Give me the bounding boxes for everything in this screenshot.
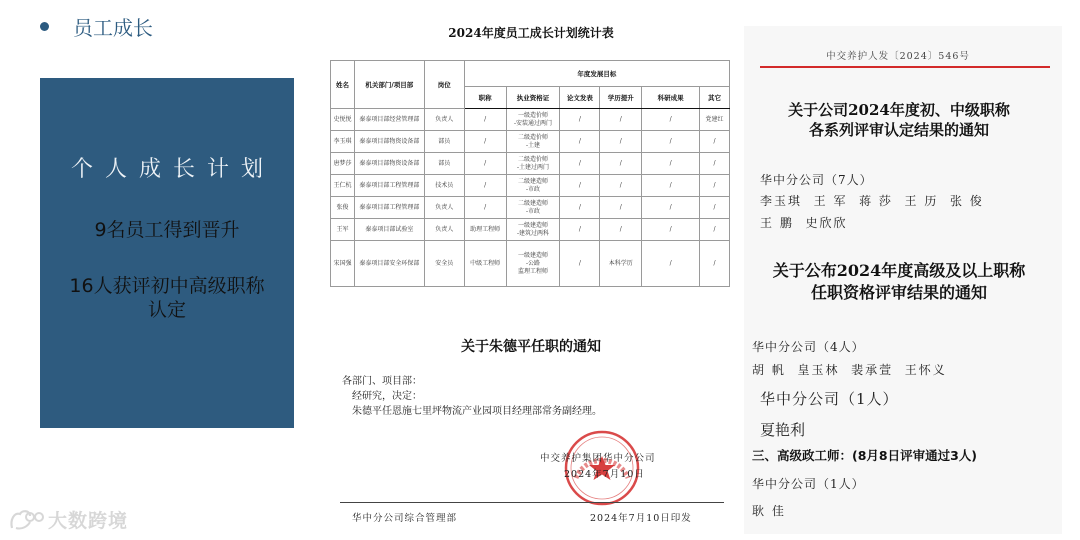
- promotion-summary: 9名员工得到晋升: [94, 219, 240, 241]
- table-cell-other: /: [700, 197, 730, 219]
- table-cell-dept: 秦泰项目部安全环保部: [354, 241, 424, 287]
- appointment-notice-title: 关于朱德平任职的通知: [461, 339, 601, 355]
- table-row: [331, 131, 730, 153]
- table-cell-other: /: [700, 219, 730, 241]
- branch-label: 华中分公司（1人）: [760, 390, 899, 408]
- name-list: 夏艳利: [760, 421, 806, 439]
- table-cell-cert: 一级造价师 -安装通过两门: [506, 109, 560, 131]
- table-cell-edu: /: [600, 131, 642, 153]
- table-cell-edu: /: [600, 219, 642, 241]
- table-cell-edu: 本科学历: [600, 241, 642, 287]
- cert-notice-title-2: 关于公布2024年度高级及以上职称 任职资格评审结果的通知: [772, 261, 1026, 302]
- header-sub: 学历提升: [600, 87, 642, 109]
- document-number: 中交养护人发〔2024〕546号: [826, 51, 970, 62]
- table-cell-name: 王军: [331, 219, 355, 241]
- table-row: [331, 175, 730, 197]
- growth-plan-panel: [40, 78, 294, 428]
- table-cell-cert: 一级建造师 -建筑过两科: [506, 219, 560, 241]
- table-cell-dept: 秦泰项目部物资设备部: [354, 153, 424, 175]
- table-cell-research: /: [642, 109, 700, 131]
- table-cell-research: /: [642, 175, 700, 197]
- table-cell-paper: /: [560, 153, 600, 175]
- section-heading-3: 三、高级政工师：(8月8日评审通过3人): [752, 448, 978, 463]
- header-sub: 科研成果: [642, 87, 700, 109]
- branch-label: 华中分公司（1人）: [752, 477, 865, 491]
- header-post: 岗位: [424, 61, 464, 109]
- table-cell-edu: /: [600, 109, 642, 131]
- table-cell-post: 负责人: [424, 219, 464, 241]
- table-cell-paper: /: [560, 131, 600, 153]
- table-cell-dept: 秦泰项目部物资设备部: [354, 131, 424, 153]
- header-sub: 职称: [464, 87, 506, 109]
- name-list: 耿 佳: [752, 504, 786, 518]
- table-cell-dept: 秦泰项目部工程管理部: [354, 175, 424, 197]
- name-list: 胡 帆 皇玉林 裴承萱 王怀义: [752, 363, 947, 377]
- table-cell-paper: /: [560, 175, 600, 197]
- table-cell-name: 唐梦莎: [331, 153, 355, 175]
- table-cell-cert: 二级建造师 -市政: [506, 175, 560, 197]
- table-cell-cert: 二级建造师 -市政: [506, 197, 560, 219]
- table-cell-other: 党建红: [700, 109, 730, 131]
- section-heading: [40, 12, 153, 41]
- table-cell-title: /: [464, 153, 506, 175]
- table-cell-title: /: [464, 131, 506, 153]
- divider: [340, 502, 724, 503]
- table-cell-name: 王仁杭: [331, 175, 355, 197]
- table-cell-dept: 秦泰项目部试验室: [354, 219, 424, 241]
- table-cell-research: /: [642, 241, 700, 287]
- table-cell-paper: /: [560, 219, 600, 241]
- table-cell-title: 中级工程师: [464, 241, 506, 287]
- table-row: [331, 197, 730, 219]
- growth-stats-table: [330, 60, 730, 287]
- stats-document: [326, 14, 736, 532]
- watermark-text: 大数跨境: [48, 510, 129, 532]
- appointment-notice-body: [342, 374, 732, 419]
- title-certification-summary: 16人获评初中高级职称认定: [69, 275, 265, 321]
- name-list: 李玉琪 王 军 蒋 莎 王 历 张 俊: [760, 194, 984, 208]
- table-cell-title: 助理工程师: [464, 219, 506, 241]
- table-cell-name: 张俊: [331, 197, 355, 219]
- table-cell-other: /: [700, 175, 730, 197]
- table-cell-name: 宋国强: [331, 241, 355, 287]
- bullet-icon: [40, 22, 49, 31]
- table-row: [331, 153, 730, 175]
- header-dept: 机关部门/项目部: [354, 61, 424, 109]
- header-sub: 其它: [700, 87, 730, 109]
- issue-date: 2024年7月10日印发: [590, 513, 692, 524]
- header-sub: 执业资格证: [506, 87, 560, 109]
- table-row: [331, 219, 730, 241]
- signing-date: 2024年7月10日: [564, 469, 645, 480]
- table-cell-name: 李玉琪: [331, 131, 355, 153]
- table-cell-post: 技术员: [424, 175, 464, 197]
- table-cell-post: 部员: [424, 153, 464, 175]
- table-cell-paper: /: [560, 241, 600, 287]
- table-cell-title: /: [464, 175, 506, 197]
- table-cell-research: /: [642, 219, 700, 241]
- branch-label: 华中分公司（4人）: [752, 340, 865, 354]
- red-divider: [760, 66, 1050, 68]
- table-cell-post: 安全员: [424, 241, 464, 287]
- watermark: [8, 506, 128, 533]
- table-cell-title: /: [464, 197, 506, 219]
- table-cell-other: /: [700, 241, 730, 287]
- header-name: 姓名: [331, 61, 355, 109]
- table-cell-edu: /: [600, 175, 642, 197]
- table-cell-post: 部员: [424, 131, 464, 153]
- table-cell-research: /: [642, 131, 700, 153]
- table-cell-dept: 秦泰项目部经营管理部: [354, 109, 424, 131]
- cert-notice-title-1: 关于公司2024年度初、中级职称 各系列评审认定结果的通知: [788, 101, 1010, 139]
- table-cell-cert: 二级造价师 -土建过两门: [506, 153, 560, 175]
- signing-organization: 中交养护集团华中分公司: [540, 453, 656, 464]
- table-row: [331, 109, 730, 131]
- header-sub: 论文发表: [560, 87, 600, 109]
- table-cell-paper: /: [560, 109, 600, 131]
- watermark-logo-icon: [8, 508, 44, 532]
- table-cell-research: /: [642, 153, 700, 175]
- name-list: 王 鹏 史欣欣: [760, 216, 848, 230]
- table-cell-post: 负责人: [424, 109, 464, 131]
- table-cell-other: /: [700, 153, 730, 175]
- table-cell-paper: /: [560, 197, 600, 219]
- heading-text: 员工成长: [73, 16, 153, 40]
- table-cell-name: 史悦悦: [331, 109, 355, 131]
- branch-label: 华中分公司（7人）: [760, 173, 873, 187]
- table-cell-edu: /: [600, 197, 642, 219]
- table-cell-other: /: [700, 131, 730, 153]
- table-cell-research: /: [642, 197, 700, 219]
- table-cell-dept: 秦泰项目部工程管理部: [354, 197, 424, 219]
- notice-paragraph: 经研究，决定：: [352, 391, 422, 402]
- table-cell-edu: /: [600, 153, 642, 175]
- header-goals: 年度发展目标: [464, 61, 729, 87]
- table-cell-cert: 一级建造师 -公路 监理工程师: [506, 241, 560, 287]
- notice-recipients: 各部门、项目部：: [342, 376, 422, 387]
- table-cell-title: /: [464, 109, 506, 131]
- table-cell-cert: 二级造价师 -土建: [506, 131, 560, 153]
- table-cell-post: 负责人: [424, 197, 464, 219]
- notice-paragraph: 朱德平任恩施七里坪物流产业园项目经理部常务副经理。: [352, 406, 602, 417]
- table-title: 2024年度员工成长计划统计表: [448, 26, 614, 40]
- issuing-office: 华中分公司综合管理部: [352, 513, 458, 524]
- table-row: [331, 241, 730, 287]
- panel-title: 个人成长计划: [70, 157, 275, 182]
- certification-document: [744, 26, 1062, 534]
